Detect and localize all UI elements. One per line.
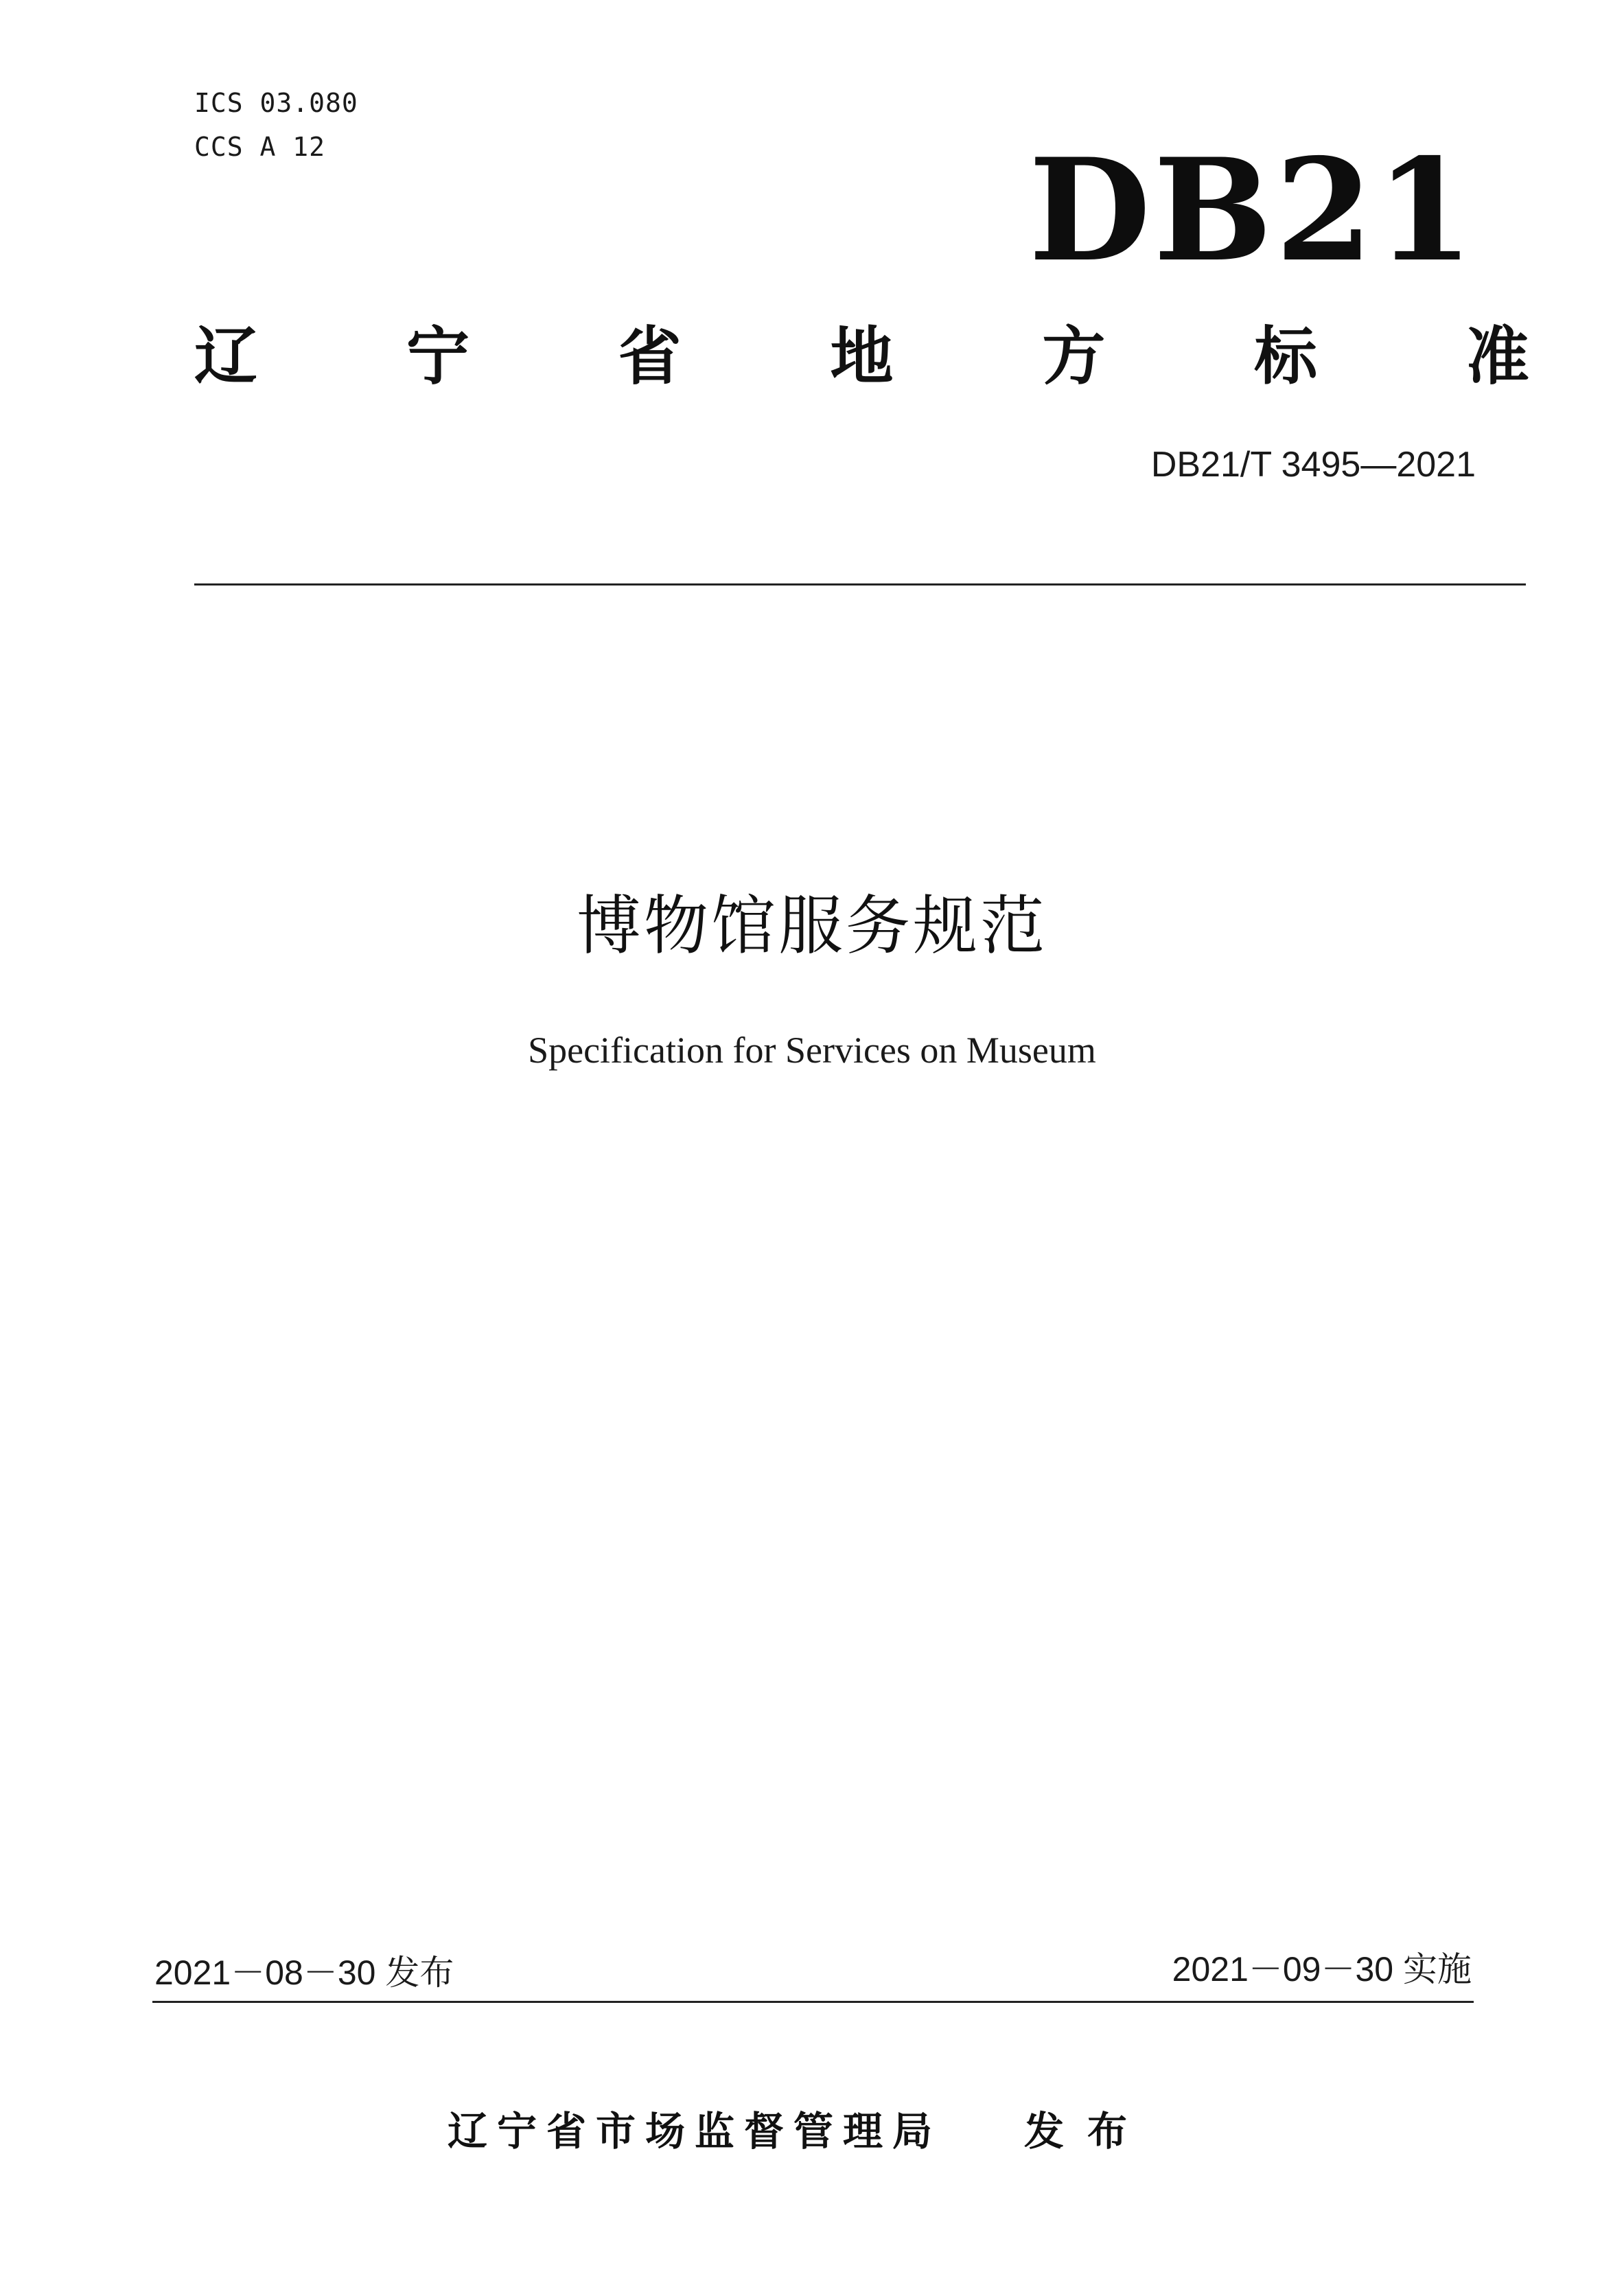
standard-type-char: 准 <box>1465 320 1529 393</box>
ics-code: ICS 03.080 <box>194 88 358 118</box>
header-divider <box>194 583 1526 585</box>
ccs-code: CCS A 12 <box>194 132 326 162</box>
publisher-verb: 发布 <box>1024 2108 1151 2155</box>
standard-type-char: 宁 <box>406 320 469 393</box>
issue-date: 2021－08－30 发布 <box>154 1953 454 1992</box>
standard-code: DB21/T 3495—2021 <box>1150 445 1476 485</box>
document-title-english: Specification for Services on Museum <box>528 1030 1096 1071</box>
footer-divider <box>152 2001 1474 2003</box>
standard-type-char: 辽 <box>194 320 258 393</box>
standard-type-char: 标 <box>1254 320 1318 393</box>
classification-codes <box>194 81 358 169</box>
publisher-name: 辽宁省市场监督管理局 <box>448 2108 942 2155</box>
standard-type-char: 地 <box>830 320 894 393</box>
standard-type-heading <box>194 319 1529 395</box>
implementation-date: 2021－09－30 实施 <box>1172 1950 1472 1988</box>
standard-type-char: 方 <box>1042 320 1106 393</box>
document-title-chinese: 博物馆服务规范 <box>576 889 1047 964</box>
db21-logo: DB21 <box>1028 128 1476 293</box>
standard-type-char: 省 <box>618 320 682 393</box>
publisher-line <box>448 2104 1150 2159</box>
